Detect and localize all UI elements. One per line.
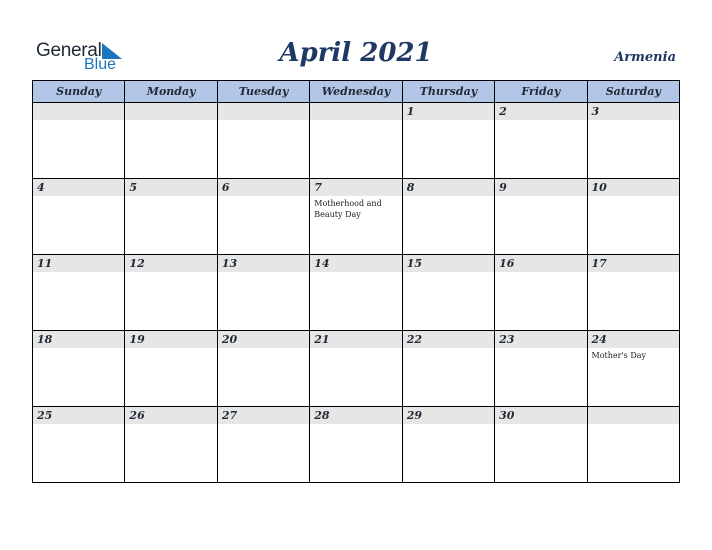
day-number: [218, 103, 309, 120]
day-cell: [125, 255, 217, 331]
day-number: 30: [495, 407, 586, 424]
day-number: 7: [310, 179, 401, 196]
day-number: 15: [403, 255, 494, 272]
day-cell: [495, 103, 587, 179]
day-number: 27: [218, 407, 309, 424]
day-cell: [587, 255, 679, 331]
weekday-header: Wednesday: [310, 81, 402, 103]
day-cell: [310, 103, 402, 179]
page-title: April 2021: [279, 38, 433, 68]
country-label: Armenia: [614, 50, 676, 65]
day-number: 23: [495, 331, 586, 348]
day-cell: [402, 255, 494, 331]
day-number: 3: [588, 103, 679, 120]
day-cell: [402, 407, 494, 483]
day-cell: [310, 179, 402, 255]
day-number: 25: [33, 407, 124, 424]
day-cell: [587, 179, 679, 255]
day-number: [125, 103, 216, 120]
day-cell: [217, 103, 309, 179]
day-cell: [495, 331, 587, 407]
day-number: 2: [495, 103, 586, 120]
day-number: 6: [218, 179, 309, 196]
day-cell: [125, 179, 217, 255]
holiday-event: Mother's Day: [591, 351, 647, 360]
logo-text-general: General: [36, 40, 102, 61]
day-cell: [495, 255, 587, 331]
day-cell: [217, 179, 309, 255]
day-number: 20: [218, 331, 309, 348]
day-cell: [402, 331, 494, 407]
weekday-header: Thursday: [402, 81, 494, 103]
day-cell: [587, 331, 679, 407]
day-cell: [217, 255, 309, 331]
day-number: 4: [33, 179, 124, 196]
day-number: [588, 407, 679, 424]
day-number: 11: [33, 255, 124, 272]
day-number: 8: [403, 179, 494, 196]
weekday-header: Monday: [125, 81, 217, 103]
day-number: 21: [310, 331, 401, 348]
week-row: [33, 255, 680, 331]
day-number: [310, 103, 401, 120]
weekday-header: Saturday: [587, 81, 679, 103]
day-cell: [217, 407, 309, 483]
day-cell: [33, 407, 125, 483]
day-cell: [125, 103, 217, 179]
day-cell: [33, 255, 125, 331]
day-cell: [33, 331, 125, 407]
day-cell: [217, 331, 309, 407]
day-cell: [587, 407, 679, 483]
weekday-header: Sunday: [33, 81, 125, 103]
day-number: 1: [403, 103, 494, 120]
weekday-header-row: [33, 81, 680, 103]
day-cell: [125, 331, 217, 407]
weekday-header: Tuesday: [217, 81, 309, 103]
day-number: 17: [588, 255, 679, 272]
day-number: 16: [495, 255, 586, 272]
day-cell: [125, 407, 217, 483]
day-number: 19: [125, 331, 216, 348]
day-number: [33, 103, 124, 120]
day-number: 5: [125, 179, 216, 196]
logo-text-blue: Blue: [84, 56, 117, 73]
day-cell: [33, 103, 125, 179]
week-row: [33, 331, 680, 407]
calendar-grid: [32, 80, 680, 483]
weekday-header: Friday: [495, 81, 587, 103]
day-number: 12: [125, 255, 216, 272]
day-number: 9: [495, 179, 586, 196]
week-row: [33, 179, 680, 255]
day-cell: [495, 179, 587, 255]
day-cell: [33, 179, 125, 255]
day-number: 13: [218, 255, 309, 272]
day-number: 10: [588, 179, 679, 196]
week-row: [33, 103, 680, 179]
day-cell: [587, 103, 679, 179]
day-cell: [495, 407, 587, 483]
day-cell: [402, 179, 494, 255]
day-number: 14: [310, 255, 401, 272]
day-number: 22: [403, 331, 494, 348]
holiday-event: Motherhood and Beauty Day: [314, 199, 382, 219]
day-number: 28: [310, 407, 401, 424]
day-number: 18: [33, 331, 124, 348]
day-cell: [310, 331, 402, 407]
day-number: 26: [125, 407, 216, 424]
week-row: [33, 407, 680, 483]
day-cell: [310, 255, 402, 331]
day-number: 24: [588, 331, 679, 348]
day-cell: [310, 407, 402, 483]
day-cell: [402, 103, 494, 179]
day-number: 29: [403, 407, 494, 424]
